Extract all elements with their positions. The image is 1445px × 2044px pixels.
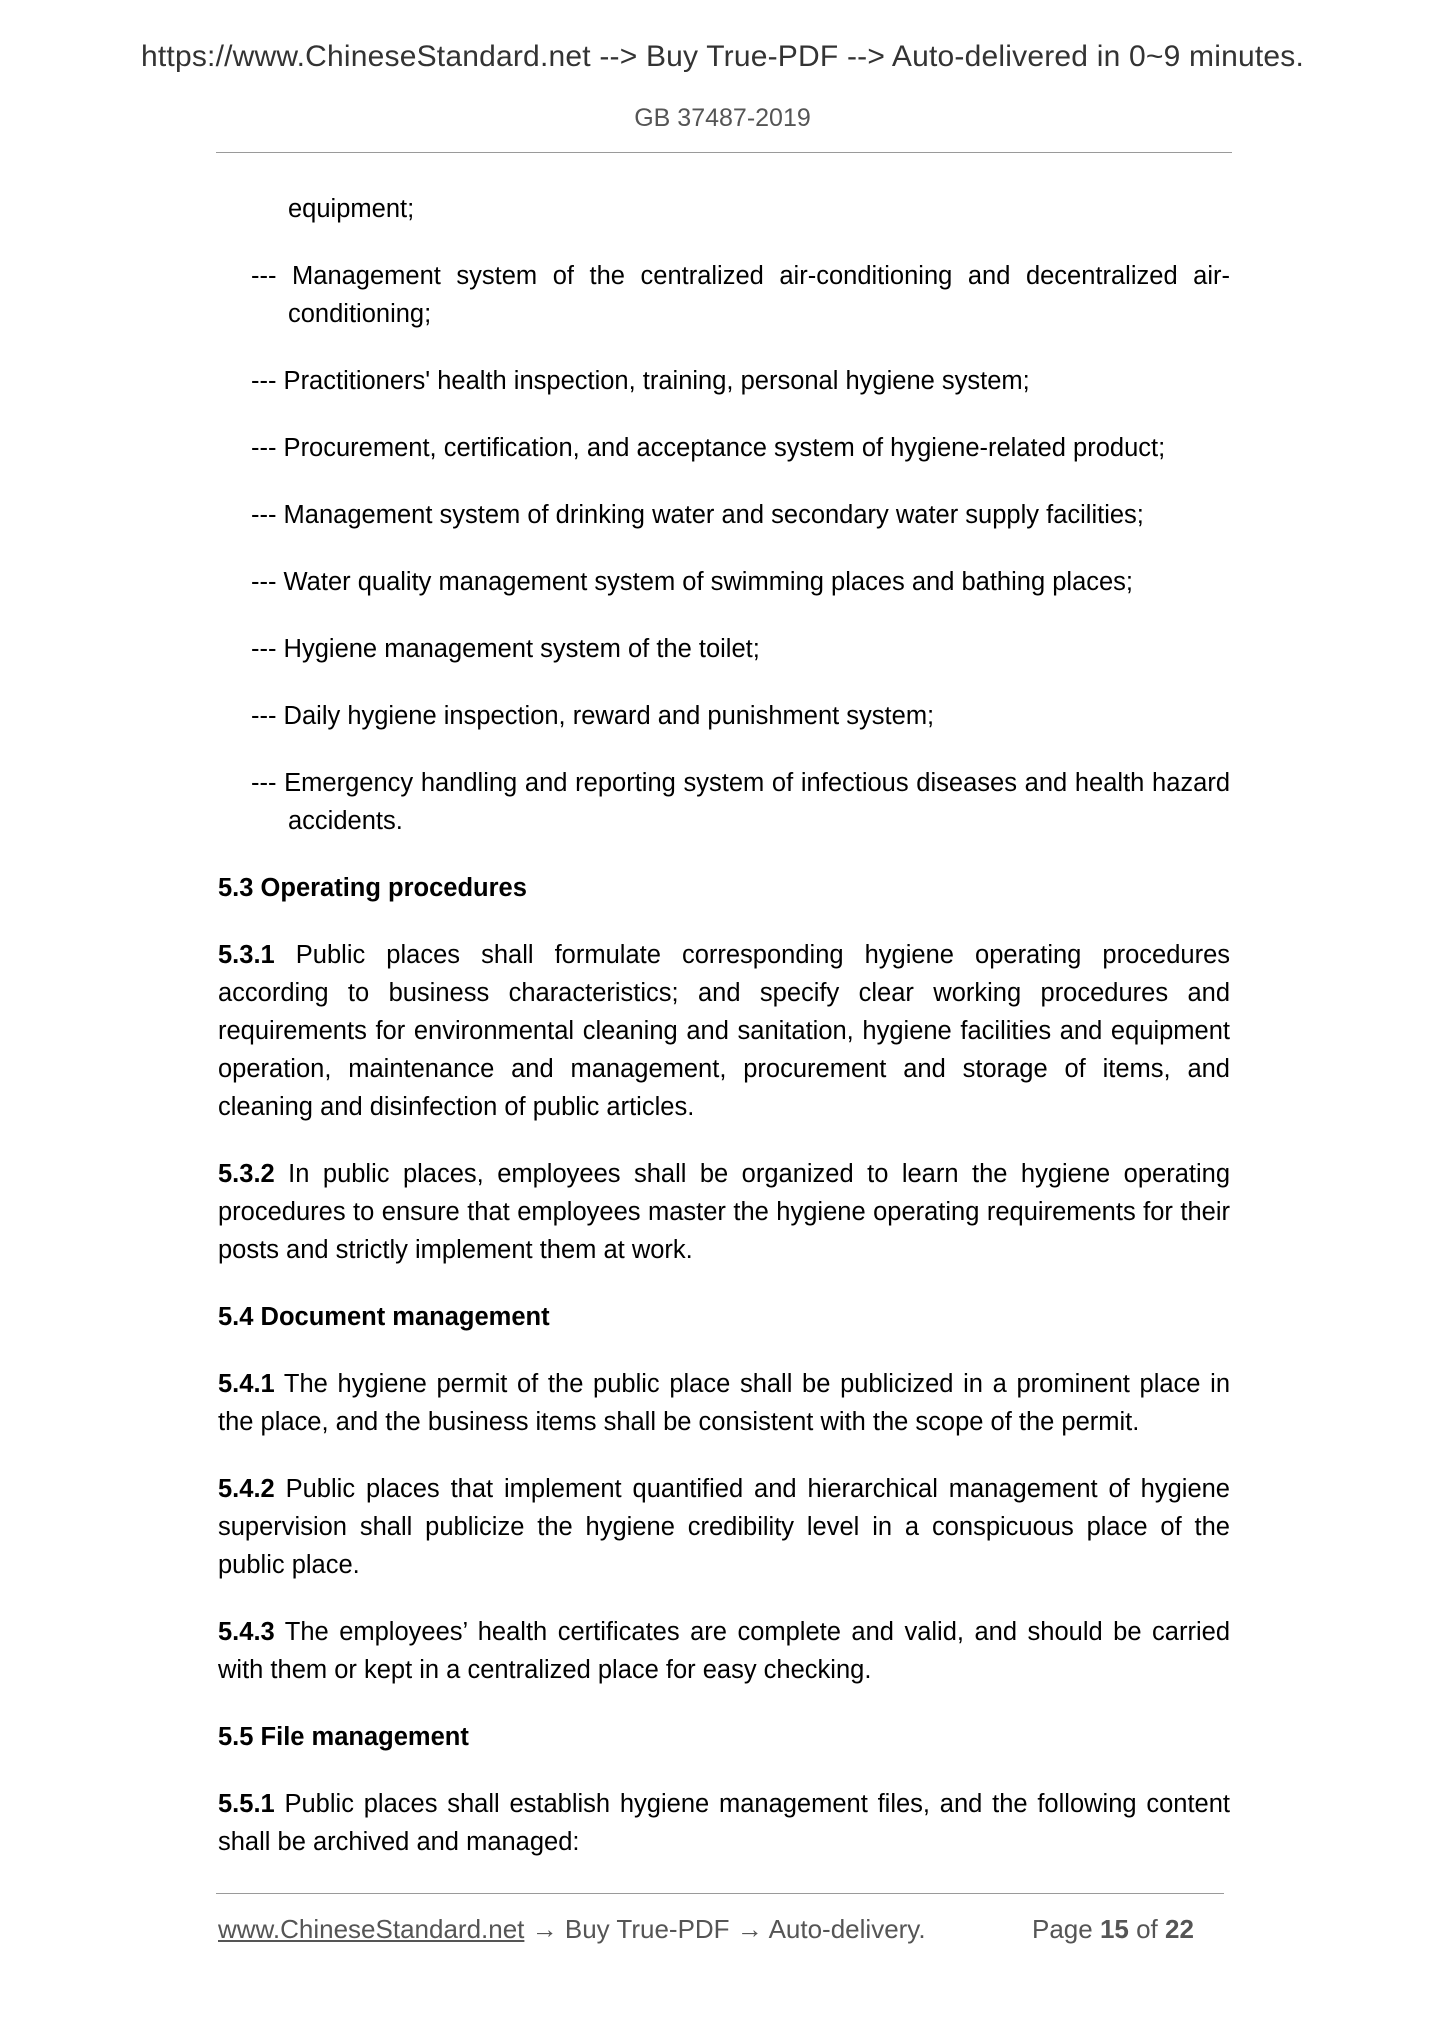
clause-number: 5.4.3 bbox=[218, 1618, 275, 1646]
continued-text: equipment; bbox=[288, 195, 415, 223]
clause-text: The hygiene permit of the public place shall be publicized in a prominent place in the place, and the business items shall be consistent with the scope of the permit. bbox=[218, 1370, 1230, 1436]
clause-5-3-2 bbox=[218, 1155, 1230, 1269]
clause-text: The employees’ health certificates are complete and valid, and should be carried with them or kept in a centralized place for easy checking. bbox=[218, 1618, 1230, 1684]
footer-divider bbox=[216, 1893, 1224, 1894]
clause-text: Public places that implement quantified and hierarchical management of hygiene supervision shall publicize the hygiene credibility level in a conspicuous place of the public place. bbox=[218, 1475, 1230, 1579]
list-item: --- Emergency handling and reporting system of infectious diseases and health hazard accidents. bbox=[251, 769, 1230, 835]
clause-text: In public places, employees shall be organized to learn the hygiene operating procedures to ensure that employees master the hygiene operating requirements for their posts and strictly implement them at work. bbox=[218, 1160, 1230, 1264]
section-heading-5-3: 5.3 Operating procedures bbox=[218, 874, 527, 902]
clause-5-4-1 bbox=[218, 1365, 1230, 1441]
footer-tagline: → Buy True-PDF → Auto-delivery. bbox=[524, 1914, 926, 1944]
section-heading-5-5: 5.5 File management bbox=[218, 1723, 469, 1751]
clause-5-4-3 bbox=[218, 1613, 1230, 1689]
page-indicator bbox=[1032, 1914, 1194, 1945]
list-item: --- Procurement, certification, and acceptance system of hygiene-related product; bbox=[251, 434, 1166, 462]
clause-number: 5.3.1 bbox=[218, 941, 275, 969]
page-total: 22 bbox=[1165, 1914, 1194, 1944]
page-of-label: of bbox=[1128, 1914, 1166, 1944]
clause-number: 5.5.1 bbox=[218, 1790, 275, 1818]
footer bbox=[218, 1914, 926, 1945]
page-label: Page bbox=[1032, 1914, 1100, 1944]
document-code: GB 37487-2019 bbox=[634, 104, 811, 132]
list-item: --- Water quality management system of swimming places and bathing places; bbox=[251, 568, 1134, 596]
list-item: --- Daily hygiene inspection, reward and punishment system; bbox=[251, 702, 935, 730]
list-item: --- Hygiene management system of the toilet; bbox=[251, 635, 760, 663]
clause-number: 5.4.1 bbox=[218, 1370, 275, 1398]
top-banner: https://www.ChineseStandard.net --> Buy True-PDF --> Auto-delivered in 0~9 minutes. bbox=[141, 40, 1304, 73]
clause-5-5-1 bbox=[218, 1785, 1230, 1861]
page-content bbox=[218, 190, 1230, 1890]
clause-text: Public places shall formulate corresponding hygiene operating procedures according to business characteristics; and specify clear working procedures and requirements for environmental cleaning and sanitation, hygiene facilities and equipment operation, maintenance and management, procurement and storage of items, and cleaning and disinfection of public articles. bbox=[218, 941, 1230, 1121]
list-item: --- Practitioners' health inspection, training, personal hygiene system; bbox=[251, 367, 1030, 395]
section-heading-5-4: 5.4 Document management bbox=[218, 1303, 550, 1331]
clause-number: 5.4.2 bbox=[218, 1475, 275, 1503]
header-divider bbox=[216, 152, 1232, 153]
list-item: --- Management system of the centralized air-conditioning and decentralized air-conditioning; bbox=[251, 262, 1230, 328]
clause-5-3-1 bbox=[218, 936, 1230, 1126]
clause-5-4-2 bbox=[218, 1470, 1230, 1584]
list-item: --- Management system of drinking water and secondary water supply facilities; bbox=[251, 501, 1144, 529]
clause-text: Public places shall establish hygiene management files, and the following content shall be archived and managed: bbox=[218, 1790, 1230, 1856]
page-number: 15 bbox=[1099, 1914, 1129, 1944]
footer-link[interactable]: www.ChineseStandard.net bbox=[218, 1914, 525, 1944]
clause-number: 5.3.2 bbox=[218, 1160, 275, 1188]
